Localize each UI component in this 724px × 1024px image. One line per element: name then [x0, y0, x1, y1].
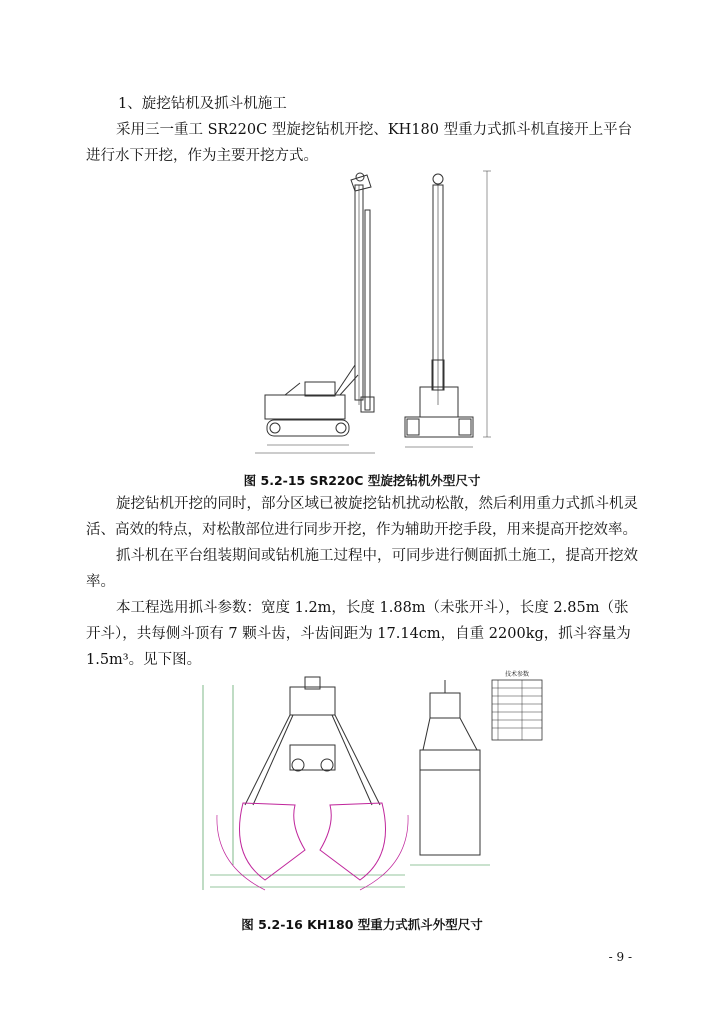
grab-side-body	[420, 750, 480, 855]
rig-side-crawler	[267, 420, 349, 436]
grab-lower-block	[290, 745, 335, 770]
rig-front-crawler	[405, 417, 473, 437]
grab-bucket-drawing	[195, 665, 545, 905]
grab-table-title: 技术参数	[504, 671, 530, 678]
figure-1-caption: 图 5.2-15 SR220C 型旋挖钻机外型尺寸	[243, 473, 481, 488]
rotary-rig-drawing	[255, 165, 505, 460]
paragraph-2: 旋挖钻机开挖的同时，部分区域已被旋挖钻机扰动松散，然后利用重力式抓斗机灵活、高效的特点，对松散部位进行同步开挖，作为辅助开挖手段，用来提高开挖效率。	[86, 496, 638, 538]
grab-jaw-left	[239, 803, 305, 880]
rig-side-body	[265, 395, 345, 419]
paragraph-3: 抓斗机在平台组装期间或钻机施工过程中，可同步进行侧面抓土施工，提高开挖效率。	[86, 548, 638, 590]
figure-2-caption: 图 5.2-16 KH180 型重力式抓斗外型尺寸	[241, 917, 483, 932]
section-heading: 1、旋挖钻机及抓斗机施工	[118, 96, 287, 112]
rig-front-body	[420, 387, 458, 417]
page-number: - 9 -	[608, 950, 632, 964]
paragraph-1: 采用三一重工 SR220C 型旋挖钻机开挖、KH180 型重力式抓斗机直接开上平台进行水下开挖，作为主要开挖方式。	[86, 122, 633, 164]
grab-jaw-right	[320, 803, 386, 880]
paragraph-4: 本工程选用抓斗参数：宽度 1.2m，长度 1.88m（未张开斗），长度 2.85m（张开斗），共每侧斗顶有 7 颗斗齿，斗齿间距为 17.14cm，自重 2200kg，抓斗容量为 1.5m³。见下图。	[86, 600, 631, 668]
grab-side-head	[430, 693, 460, 718]
grab-head	[290, 687, 335, 715]
grab-parameter-table	[492, 680, 542, 740]
